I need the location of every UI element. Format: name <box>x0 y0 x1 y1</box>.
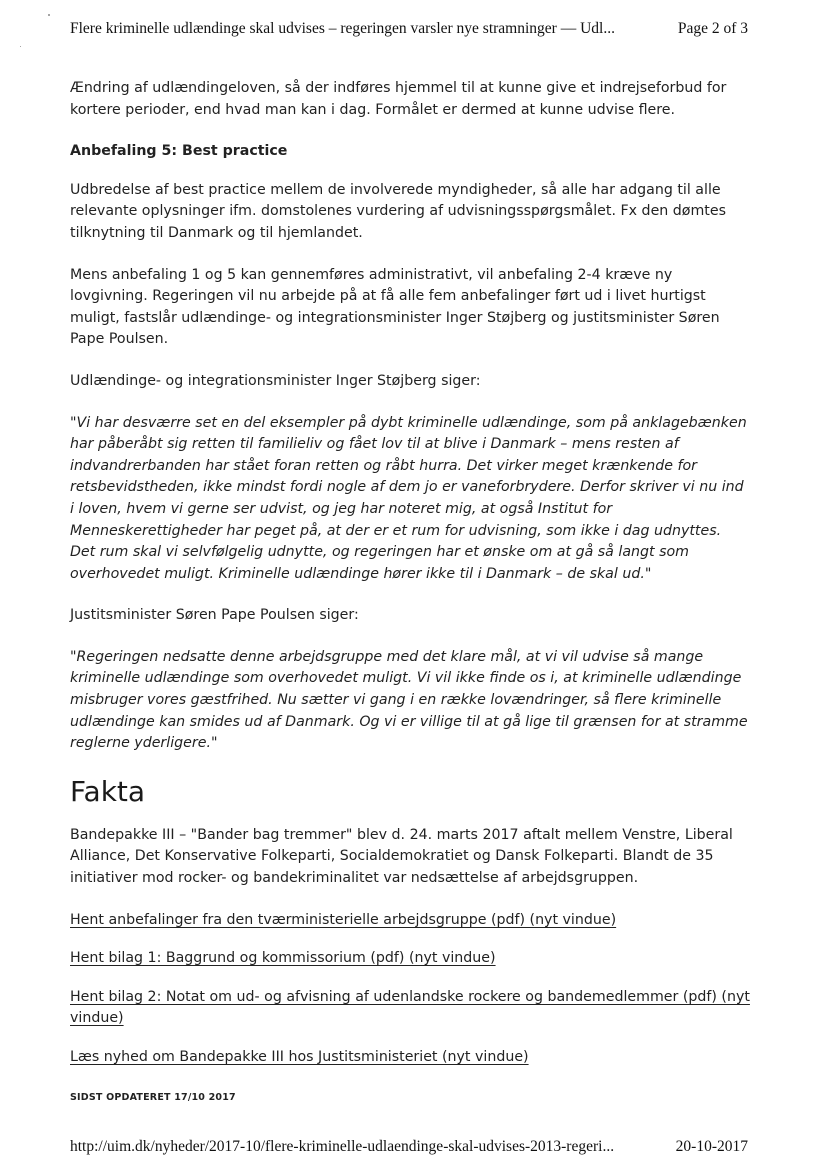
link-appendix-2-pdf[interactable]: Hent bilag 2: Notat om ud- og afvisning af udenlandske rockere og bandemedlemmer (pdf) (nyt vindue) <box>70 988 750 1027</box>
recommendation-5-heading: Anbefaling 5: Best practice <box>70 143 288 160</box>
link-justice-ministry-news[interactable]: Læs nyhed om Bandepakke III hos Justitsministeriet (nyt vindue) <box>70 1049 529 1065</box>
recommendation-5-text: Udbredelse af best practice mellem de involverede myndigheder, så alle har adgang til alle relevante oplysninger ifm. domstolenes vurdering af udvisningsspørgsmålet. Fx den dømtes tilknytning til Danmark og til hjemlandet. <box>70 181 726 241</box>
quote1-intro: Udlændinge- og integrationsminister Inger Støjberg siger: <box>70 372 481 389</box>
last-updated: SIDST OPDATERET 17/10 2017 <box>70 1091 236 1103</box>
article-body <box>70 78 750 1108</box>
implementation-paragraph: Mens anbefaling 1 og 5 kan gennemføres administrativt, vil anbefaling 2-4 kræve ny lovgivning. Regeringen vil nu arbejde på at få alle fem anbefalinger ført ud i livet hurtigst muligt, fastslår udlændinge- og integrationsminister Inger Støjberg og justitsminister Søren Pape Poulsen. <box>70 266 720 348</box>
quote2-intro: Justitsminister Søren Pape Poulsen siger: <box>70 607 359 624</box>
fakta-heading: Fakta <box>70 774 146 808</box>
link-appendix-1-pdf[interactable]: Hent bilag 1: Baggrund og kommissorium (pdf) (nyt vindue) <box>70 950 496 967</box>
quote-pape-poulsen: "Regeringen nedsatte denne arbejdsgruppe med det klare mål, at vi vil udvise så mange kriminelle udlændinge som overhovedet muligt. Vi vil ikke finde os i, at kriminelle udlændinge misbruger vores gæstfrihed. Nu sætter vi gang i en række lovændringer, så flere kriminelle udlændinge kan smides ud af Danmark. Og vi er villige til at gå lige til grænsen for at stramme reglerne yderligere." <box>70 648 748 752</box>
page-indicator: Page 2 of 3 <box>677 20 748 37</box>
link-recommendations-pdf[interactable]: Hent anbefalinger fra den tværministerielle arbejdsgruppe (pdf) (nyt vindue) <box>70 911 617 928</box>
quote-stojberg: "Vi har desværre set en del eksempler på dybt kriminelle udlændinge, som på anklagebænken har påberåbt sig retten til familieliv og fået lov til at blive i Danmark – mens resten af indvandrerbanden har stået foran retten og råbt hurra. Det virker meget krænkende for retsbevidstheden, ikke mindst fordi nogle af dem jo er vaneforbrydere. Derfor skriver vi nu ind i loven, hvem vi gerne ser udvist, og jeg har noteret mig, at også Institut for Menneskerettigheder har peget på, at der er et rum for udvisning, som ikke i dag udnyttes. Det rum skal vi selvfølgelig udnytte, og regeringen har et ønske om at gå så langt som overhovedet muligt. Kriminelle udlændinge hører ikke til i Danmark – de skal ud." <box>70 414 747 582</box>
print-header <box>70 20 748 38</box>
page-title: Flere kriminelle udlændinge skal udvises – regeringen varsler nye stramninger — Udl... <box>70 20 615 37</box>
intro-paragraph: Ændring af udlændingeloven, så der indføres hjemmel til at kunne give et indrejseforbud for kortere perioder, end hvad man kan i dag. Formålet er dermed at kunne udvise flere. <box>70 80 727 118</box>
print-footer <box>70 1138 748 1156</box>
page-url: http://uim.dk/nyheder/2017-10/flere-kriminelle-udlaendinge-skal-udvises-2013-regeri... <box>70 1138 615 1155</box>
fakta-text: Bandepakke III – "Bander bag tremmer" blev d. 24. marts 2017 aftalt mellem Venstre, Liberal Alliance, Det Konservative Folkeparti, Socialdemokratiet og Dansk Folkeparti. Blandt de 35 initiativer mod rocker- og bandekriminalitet var nedsættelse af arbejdsgruppen. <box>70 826 733 887</box>
print-date: 20-10-2017 <box>675 1138 748 1155</box>
